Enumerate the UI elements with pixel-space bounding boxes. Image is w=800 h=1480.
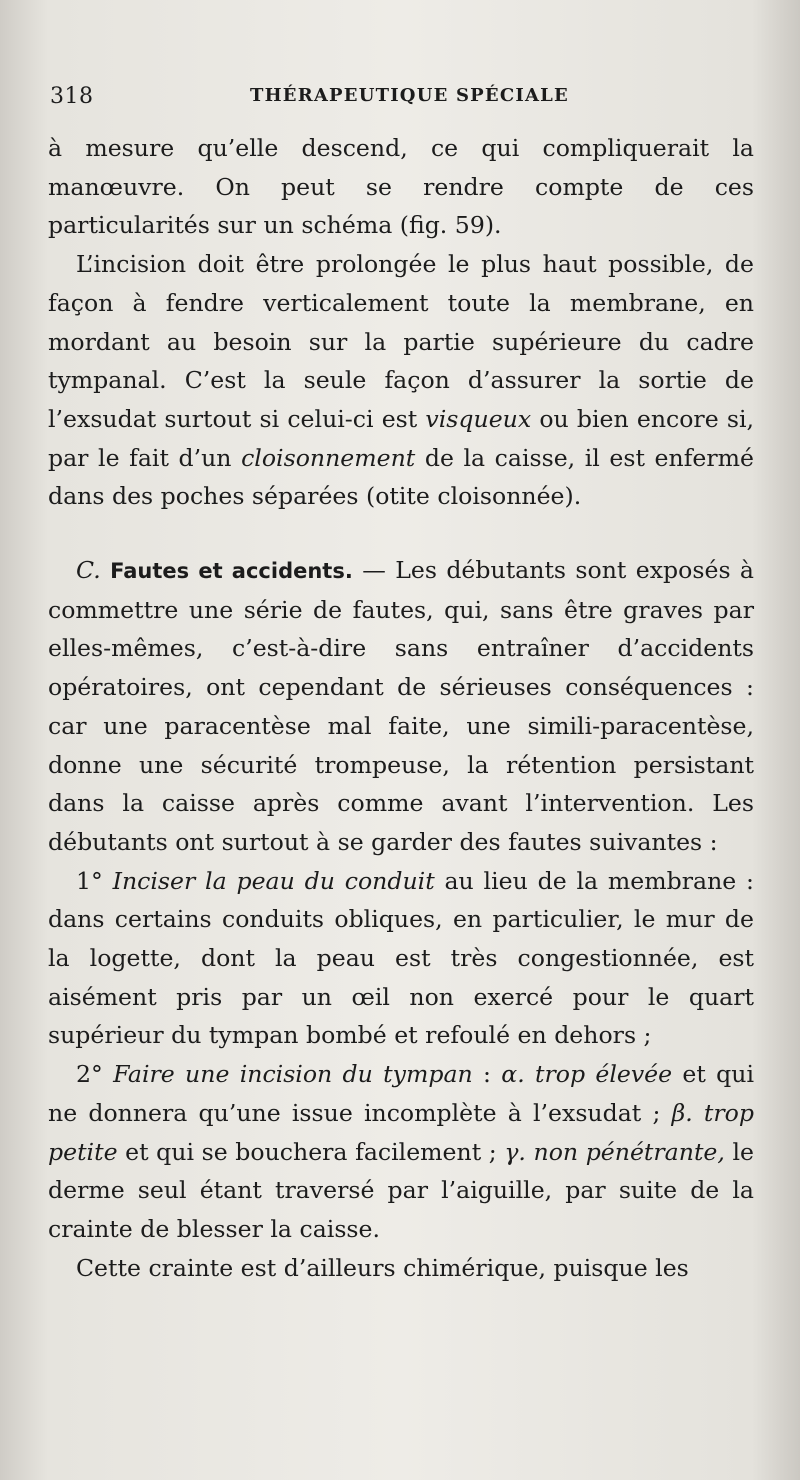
italic-term: cloisonnement: [241, 443, 416, 472]
paragraph-text: Cette crainte est d’ailleurs chimérique, puisque les: [76, 1253, 689, 1282]
paragraph-text: et qui se bouchera facilement ;: [117, 1137, 505, 1166]
item-number: 2°: [76, 1060, 103, 1089]
page-number: 318: [50, 84, 94, 109]
page-body: [48, 129, 754, 1287]
italic-term: visqueux: [425, 404, 532, 433]
paragraph-text: :: [472, 1060, 502, 1089]
italic-term: Faire une incision du tympan: [113, 1060, 473, 1089]
paragraph-text: à mesure qu’elle descend, ce qui compliquerait la manœuvre. On peut se rendre compte de ces particularités sur un schéma (fig. 59).: [48, 134, 754, 240]
italic-term: β. trop petite: [48, 1098, 754, 1166]
item-number: 1°: [76, 866, 103, 895]
section-title: Fautes et accidents.: [110, 559, 353, 584]
section-letter: C.: [76, 556, 101, 585]
paragraph-text: L’incision doit être prolongée le plus haut possible, de façon à fendre verticalement toute la membrane, en mordant au besoin sur la partie supérieure du cadre tympanal. C’est la seule façon d’assurer la sortie de l’exsudat surtout si celui-ci est: [48, 250, 754, 433]
paragraph-incision: [48, 245, 754, 516]
paragraph-text: et qui ne donnera qu’une issue incomplète à l’exsudat ;: [48, 1060, 754, 1127]
page-header: [50, 84, 752, 114]
paragraph-text: au lieu de la membrane : dans certains conduits obliques, en particulier, le mur de la logette, dont la peau est très congestionnée, est aisément pris par un œil non exercé pour le quart supérieur du tympan bombé et refoulé en dehors ;: [48, 866, 754, 1050]
running-title: THÉRAPEUTIQUE SPÉCIALE: [250, 85, 569, 106]
list-item-1: [48, 862, 754, 1056]
section-dash: —: [352, 556, 396, 585]
list-item-2: [48, 1055, 754, 1249]
paragraph-last: [48, 1249, 754, 1288]
italic-term: Inciser la peau du conduit: [112, 866, 435, 895]
section-gap: [48, 516, 754, 551]
paragraph-text: de la caisse, il est enfermé dans des poches séparées (otite cloisonnée).: [48, 443, 755, 511]
paragraph-text: le derme seul étant traversé par l’aiguille, par suite de la crainte de blesser la caisse.: [48, 1137, 754, 1243]
section-fautes-accidents: [48, 551, 754, 862]
paragraph-continuation: [48, 129, 754, 245]
paragraph-text: Les débutants sont exposés à commettre une série de fautes, qui, sans être graves par elles-mêmes, c’est-à-dire sans entraîner d’accidents opératoires, ont cependant de sérieuses conséquences : car une paracentèse mal faite, une simili-paracentèse, donne une sécurité trompeuse, la rétention persistant dans la caisse après comme avant l’intervention. Les débutants ont surtout à se garder des fautes suivantes :: [48, 556, 755, 856]
italic-term: α. trop élevée: [501, 1060, 673, 1089]
paragraph-text: ou bien encore si, par le fait d’un: [48, 404, 754, 472]
italic-term: γ. non pénétrante,: [504, 1137, 725, 1166]
